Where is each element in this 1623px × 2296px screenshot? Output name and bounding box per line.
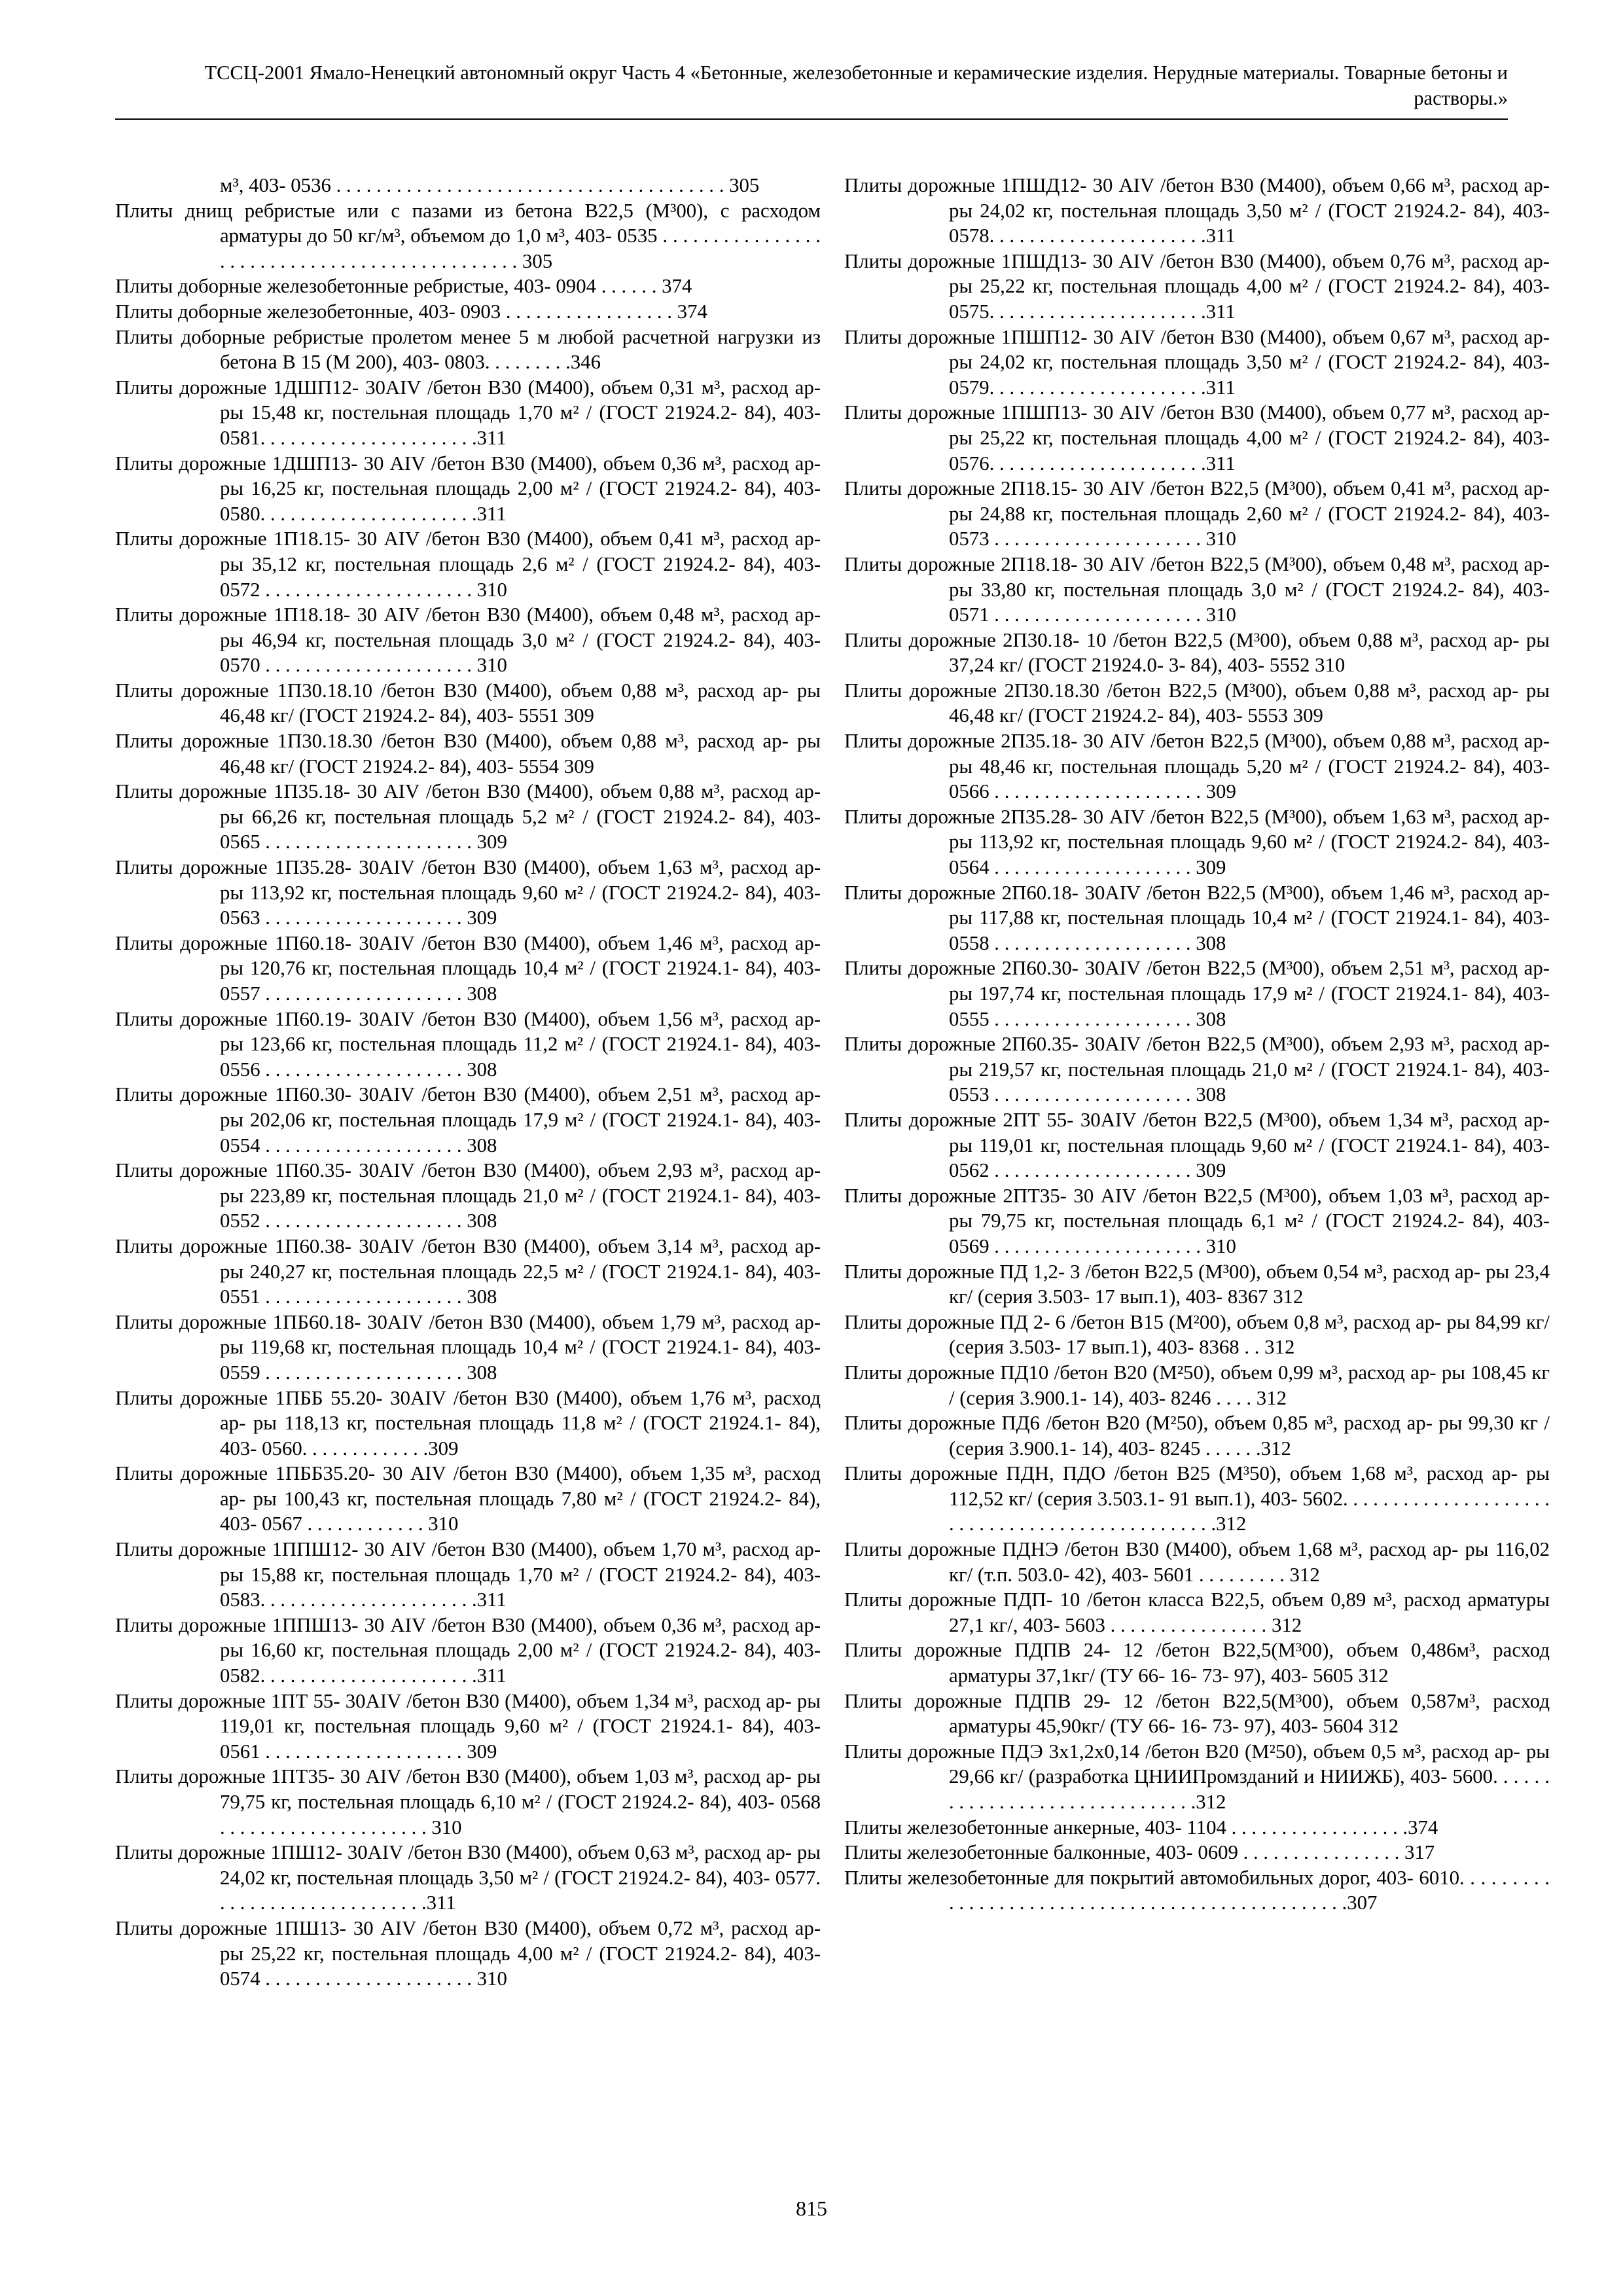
- index-entry: Плиты дорожные 2ПТ35- 30 AIV /бетон В22,5 (М³00), объем 1,03 м³, расход ар- ры 79,75 кг, постельная площадь 6,1 м² / (ГОСТ 21924.2- 84), 403- 0569 . . . . . . . . . . . . . . . . . . . . . 310: [844, 1184, 1550, 1257]
- index-entry: Плиты доборные ребристые пролетом менее 5 м любой расчетной нагрузки из бетона В 15 (М 200), 403- 0803. . . . . . . . .346: [115, 325, 821, 374]
- index-entry: Плиты доборные железобетонные, 403- 0903 . . . . . . . . . . . . . . . . . 374: [115, 300, 707, 323]
- index-entry: Плиты дорожные ПДПВ 24- 12 /бетон В22,5(М³00), объем 0,486м³, расход арматуры 37,1кг/ (ТУ 66- 16- 73- 97), 403- 5605 312: [844, 1639, 1550, 1687]
- index-entry: Плиты дорожные 2П18.15- 30 AIV /бетон В22,5 (М³00), объем 0,41 м³, расход ар- ры 24,88 кг, постельная площадь 2,60 м² / (ГОСТ 21924.2- 84), 403- 0573 . . . . . . . . . . . . . . . . . . . . . 310: [844, 477, 1550, 550]
- index-entry: Плиты дорожные 1ДШП12- 30AIV /бетон В30 (М400), объем 0,31 м³, расход ар- ры 15,48 кг, постельная площадь 1,70 м² / (ГОСТ 21924.2- 84), 403- 0581. . . . . . . . . . . . . . . . . . . . . .311: [115, 376, 821, 449]
- index-entry: Плиты дорожные 1П60.35- 30AIV /бетон В30 (М400), объем 2,93 м³, расход ар- ры 223,89 кг, постельная площадь 21,0 м² / (ГОСТ 21924.1- 84), 403- 0552 . . . . . . . . . . . . . . . . . . . . 308: [115, 1159, 821, 1232]
- index-entry: Плиты дорожные ПДПВ 29- 12 /бетон В22,5(М³00), объем 0,587м³, расход арматуры 45,90кг/ (ТУ 66- 16- 73- 97), 403- 5604 312: [844, 1689, 1550, 1738]
- index-entry: Плиты дорожные 2П60.18- 30AIV /бетон В22,5 (М³00), объем 1,46 м³, расход ар- ры 117,88 кг, постельная площадь 10,4 м² / (ГОСТ 21924.1- 84), 403- 0558 . . . . . . . . . . . . . . . . . . . . 308: [844, 881, 1550, 954]
- index-entry: Плиты дорожные ПД 1,2- 3 /бетон В22,5 (М³00), объем 0,54 м³, расход ар- ры 23,4 кг/ (серия 3.503- 17 вып.1), 403- 8367 312: [844, 1260, 1550, 1308]
- index-entry: Плиты дорожные 1ПШД13- 30 AIV /бетон В30 (М400), объем 0,76 м³, расход ар- ры 25,22 кг, постельная площадь 4,00 м² / (ГОСТ 21924.2- 84), 403- 0575. . . . . . . . . . . . . . . . . . . . . .311: [844, 249, 1550, 323]
- index-entry: Плиты дорожные 2П60.30- 30AIV /бетон В22,5 (М³00), объем 2,51 м³, расход ар- ры 197,74 кг, постельная площадь 17,9 м² / (ГОСТ 21924.1- 84), 403- 0555 . . . . . . . . . . . . . . . . . . . . 308: [844, 957, 1550, 1030]
- index-entry: Плиты дорожные 2П30.18- 10 /бетон В22,5 (М³00), объем 0,88 м³, расход ар- ры 37,24 кг/ (ГОСТ 21924.0- 3- 84), 403- 5552 310: [844, 628, 1550, 677]
- index-entry: Плиты доборные железобетонные ребристые, 403- 0904 . . . . . . 374: [115, 275, 692, 298]
- index-entry: Плиты дорожные 1П35.28- 30AIV /бетон В30 (М400), объем 1,63 м³, расход ар- ры 113,92 кг, постельная площадь 9,60 м² / (ГОСТ 21924.2- 84), 403- 0563 . . . . . . . . . . . . . . . . . . . . 309: [115, 856, 821, 929]
- index-entry: Плиты дорожные ПД10 /бетон В20 (М²50), объем 0,99 м³, расход ар- ры 108,45 кг / (серия 3.900.1- 14), 403- 8246 . . . . 312: [844, 1361, 1550, 1409]
- index-entry: Плиты днищ ребристые или с пазами из бетона В22,5 (М³00), с расходом арматуры до 50 кг/м³, объемом до 1,0 м³, 403- 0535 . . . . . . . . . . . . . . . . . . . . . . . . . . . . . . . . . . . . . . . . . . . . . . 305: [115, 199, 821, 272]
- index-entry: Плиты дорожные 1П30.18.30 /бетон В30 (М400), объем 0,88 м³, расход ар- ры 46,48 кг/ (ГОСТ 21924.2- 84), 403- 5554 309: [115, 730, 821, 778]
- index-entry: Плиты дорожные 1ПБ60.18- 30AIV /бетон В30 (М400), объем 1,79 м³, расход ар- ры 119,68 кг, постельная площадь 10,4 м² / (ГОСТ 21924.1- 84), 403- 0559 . . . . . . . . . . . . . . . . . . . . 308: [115, 1310, 821, 1384]
- index-entry: Плиты дорожные ПДН, ПДО /бетон В25 (М³50), объем 1,68 м³, расход ар- ры 112,52 кг/ (серия 3.503.1- 91 вып.1), 403- 5602. . . . . . . . . . . . . . . . . . . . . . . . . . . . . . . . . . . . . . . . . . . . . . . .312: [844, 1462, 1550, 1535]
- index-entry: Плиты дорожные 1ППШ13- 30 AIV /бетон В30 (М400), объем 0,36 м³, расход ар- ры 16,60 кг, постельная площадь 2,00 м² / (ГОСТ 21924.2- 84), 403- 0582. . . . . . . . . . . . . . . . . . . . . .311: [115, 1613, 821, 1687]
- index-entry: Плиты дорожные 1П18.18- 30 AIV /бетон В30 (М400), объем 0,48 м³, расход ар- ры 46,94 кг, постельная площадь 3,0 м² / (ГОСТ 21924.2- 84), 403- 0570 . . . . . . . . . . . . . . . . . . . . . 310: [115, 603, 821, 677]
- index-entry: Плиты железобетонные балконные, 403- 0609 . . . . . . . . . . . . . . . . 317: [844, 1841, 1435, 1864]
- index-entry: Плиты дорожные 2П18.18- 30 AIV /бетон В22,5 (М³00), объем 0,48 м³, расход ар- ры 33,80 кг, постельная площадь 3,0 м² / (ГОСТ 21924.2- 84), 403- 0571 . . . . . . . . . . . . . . . . . . . . . 310: [844, 552, 1550, 626]
- index-entry: Плиты дорожные 2П35.18- 30 AIV /бетон В22,5 (М³00), объем 0,88 м³, расход ар- ры 48,46 кг, постельная площадь 5,20 м² / (ГОСТ 21924.2- 84), 403- 0566 . . . . . . . . . . . . . . . . . . . . . 309: [844, 730, 1550, 803]
- index-entry: Плиты дорожные 1П18.15- 30 AIV /бетон В30 (М400), объем 0,41 м³, расход ар- ры 35,12 кг, постельная площадь 2,6 м² / (ГОСТ 21924.2- 84), 403- 0572 . . . . . . . . . . . . . . . . . . . . . 310: [115, 528, 821, 601]
- index-entry: Плиты дорожные 1П60.38- 30AIV /бетон В30 (М400), объем 3,14 м³, расход ар- ры 240,27 кг, постельная площадь 22,5 м² / (ГОСТ 21924.1- 84), 403- 0551 . . . . . . . . . . . . . . . . . . . . 308: [115, 1234, 821, 1308]
- index-entry: Плиты дорожные 1ПББ35.20- 30 AIV /бетон В30 (М400), объем 1,35 м³, расход ар- ры 100,43 кг, постельная площадь 7,80 м² / (ГОСТ 21924.2- 84), 403- 0567 . . . . . . . . . . . . 310: [115, 1462, 821, 1535]
- index-entry: Плиты дорожные 1П60.18- 30AIV /бетон В30 (М400), объем 1,46 м³, расход ар- ры 120,76 кг, постельная площадь 10,4 м² / (ГОСТ 21924.1- 84), 403- 0557 . . . . . . . . . . . . . . . . . . . . 308: [115, 931, 821, 1005]
- index-entry: Плиты дорожные 1ПШ12- 30AIV /бетон В30 (М400), объем 0,63 м³, расход ар- ры 24,02 кг, постельная площадь 3,50 м² / (ГОСТ 21924.2- 84), 403- 0577. . . . . . . . . . . . . . . . . . . . . .311: [115, 1841, 821, 1914]
- index-entry: м³, 403- 0536 . . . . . . . . . . . . . . . . . . . . . . . . . . . . . . . . . . . . . . . 305: [220, 174, 760, 196]
- index-entry: Плиты железобетонные для покрытий автомобильных дорог, 403- 6010. . . . . . . . . . . . . . . . . . . . . . . . . . . . . . . . . . . . . . . . . . . . . . . . .307: [844, 1866, 1550, 1914]
- index-entry: Плиты дорожные 1ПТ35- 30 AIV /бетон В30 (М400), объем 1,03 м³, расход ар- ры 79,75 кг, постельная площадь 6,10 м² / (ГОСТ 21924.2- 84), 403- 0568 . . . . . . . . . . . . . . . . . . . . . 310: [115, 1765, 821, 1839]
- index-entry: Плиты дорожные 1ПББ 55.20- 30AIV /бетон В30 (М400), объем 1,76 м³, расход ар- ры 118,13 кг, постельная площадь 11,8 м² / (ГОСТ 21924.1- 84), 403- 0560. . . . . . . . . . . . .309: [115, 1386, 821, 1460]
- index-entry: Плиты дорожные 1ППШ12- 30 AIV /бетон В30 (М400), объем 1,70 м³, расход ар- ры 15,88 кг, постельная площадь 1,70 м² / (ГОСТ 21924.2- 84), 403- 0583. . . . . . . . . . . . . . . . . . . . . .311: [115, 1538, 821, 1611]
- page-header: [115, 60, 1508, 111]
- index-entry: Плиты дорожные ПДП- 10 /бетон класса В22,5, объем 0,89 м³, расход арматуры 27,1 кг/, 403- 5603 . . . . . . . . . . . . . . . . 312: [844, 1588, 1550, 1636]
- index-entry: Плиты железобетонные анкерные, 403- 1104 . . . . . . . . . . . . . . . . . .374: [844, 1816, 1438, 1839]
- page-number-text: 815: [796, 2197, 827, 2220]
- index-entry: Плиты дорожные 2П35.28- 30 AIV /бетон В22,5 (М³00), объем 1,63 м³, расход ар- ры 113,92 кг, постельная площадь 9,60 м² / (ГОСТ 21924.2- 84), 403- 0564 . . . . . . . . . . . . . . . . . . . . 309: [844, 805, 1550, 879]
- index-entry: Плиты дорожные 1ПШП12- 30 AIV /бетон В30 (М400), объем 0,67 м³, расход ар- ры 24,02 кг, постельная площадь 3,50 м² / (ГОСТ 21924.2- 84), 403- 0579. . . . . . . . . . . . . . . . . . . . . .311: [844, 325, 1550, 399]
- index-entry: Плиты дорожные ПДЭ 3х1,2х0,14 /бетон В20 (М²50), объем 0,5 м³, расход ар- ры 29,66 кг/ (разработка ЦНИИПромзданий и НИИЖБ), 403- 5600. . . . . . . . . . . . . . . . . . . . . . . . . . . . . . .312: [844, 1740, 1550, 1813]
- index-entry: Плиты дорожные 1П30.18.10 /бетон В30 (М400), объем 0,88 м³, расход ар- ры 46,48 кг/ (ГОСТ 21924.2- 84), 403- 5551 309: [115, 679, 821, 727]
- index-entry: Плиты дорожные 1ПШД12- 30 AIV /бетон В30 (М400), объем 0,66 м³, расход ар- ры 24,02 кг, постельная площадь 3,50 м² / (ГОСТ 21924.2- 84), 403- 0578. . . . . . . . . . . . . . . . . . . . . .311: [844, 174, 1550, 247]
- header-title: ТССЦ-2001 Ямало-Ненецкий автономный округ Часть 4 «Бетонные, железобетонные и керамические изделия. Нерудные материалы. Товарные бетоны и растворы.»: [204, 62, 1508, 109]
- index-entry: Плиты дорожные 1П60.30- 30AIV /бетон В30 (М400), объем 2,51 м³, расход ар- ры 202,06 кг, постельная площадь 17,9 м² / (ГОСТ 21924.1- 84), 403- 0554 . . . . . . . . . . . . . . . . . . . . 308: [115, 1083, 821, 1157]
- index-entry: Плиты дорожные 2ПТ 55- 30AIV /бетон В22,5 (М³00), объем 1,34 м³, расход ар- ры 119,01 кг, постельная площадь 9,60 м² / (ГОСТ 21924.1- 84), 403- 0562 . . . . . . . . . . . . . . . . . . . . 309: [844, 1108, 1550, 1182]
- index-entry: Плиты дорожные 1П35.18- 30 AIV /бетон В30 (М400), объем 0,88 м³, расход ар- ры 66,26 кг, постельная площадь 5,2 м² / (ГОСТ 21924.2- 84), 403- 0565 . . . . . . . . . . . . . . . . . . . . . 309: [115, 780, 821, 853]
- index-column-left: [115, 173, 821, 1992]
- index-entry: Плиты дорожные 1П60.19- 30AIV /бетон В30 (М400), объем 1,56 м³, расход ар- ры 123,66 кг, постельная площадь 11,2 м² / (ГОСТ 21924.1- 84), 403- 0556 . . . . . . . . . . . . . . . . . . . . 308: [115, 1007, 821, 1081]
- index-entry: Плиты дорожные 2П60.35- 30AIV /бетон В22,5 (М³00), объем 2,93 м³, расход ар- ры 219,57 кг, постельная площадь 21,0 м² / (ГОСТ 21924.1- 84), 403- 0553 . . . . . . . . . . . . . . . . . . . . 308: [844, 1033, 1550, 1106]
- index-column-right: [844, 173, 1550, 1916]
- page-number: [0, 2197, 1623, 2221]
- header-rule: [115, 118, 1508, 120]
- index-entry: Плиты дорожные 1ПТ 55- 30AIV /бетон В30 (М400), объем 1,34 м³, расход ар- ры 119,01 кг, постельная площадь 9,60 м² / (ГОСТ 21924.1- 84), 403- 0561 . . . . . . . . . . . . . . . . . . . . 309: [115, 1689, 821, 1763]
- index-entry: Плиты дорожные ПД6 /бетон В20 (М²50), объем 0,85 м³, расход ар- ры 99,30 кг / (серия 3.900.1- 14), 403- 8245 . . . . . .312: [844, 1412, 1550, 1460]
- index-entry: Плиты дорожные 1ПШ13- 30 AIV /бетон В30 (М400), объем 0,72 м³, расход ар- ры 25,22 кг, постельная площадь 4,00 м² / (ГОСТ 21924.2- 84), 403- 0574 . . . . . . . . . . . . . . . . . . . . . 310: [115, 1916, 821, 1990]
- index-entry: Плиты дорожные 1ПШП13- 30 AIV /бетон В30 (М400), объем 0,77 м³, расход ар- ры 25,22 кг, постельная площадь 4,00 м² / (ГОСТ 21924.2- 84), 403- 0576. . . . . . . . . . . . . . . . . . . . . .311: [844, 401, 1550, 475]
- index-entry: Плиты дорожные ПДНЭ /бетон В30 (М400), объем 1,68 м³, расход ар- ры 116,02 кг/ (т.п. 503.0- 42), 403- 5601 . . . . . . . . . 312: [844, 1538, 1550, 1586]
- index-entry: Плиты дорожные 2П30.18.30 /бетон В22,5 (М³00), объем 0,88 м³, расход ар- ры 46,48 кг/ (ГОСТ 21924.2- 84), 403- 5553 309: [844, 679, 1550, 727]
- index-entry: Плиты дорожные ПД 2- 6 /бетон В15 (М²00), объем 0,8 м³, расход ар- ры 84,99 кг/ (серия 3.503- 17 вып.1), 403- 8368 . . 312: [844, 1310, 1550, 1359]
- index-entry: Плиты дорожные 1ДШП13- 30 AIV /бетон В30 (М400), объем 0,36 м³, расход ар- ры 16,25 кг, постельная площадь 2,00 м² / (ГОСТ 21924.2- 84), 403- 0580. . . . . . . . . . . . . . . . . . . . . .311: [115, 452, 821, 525]
